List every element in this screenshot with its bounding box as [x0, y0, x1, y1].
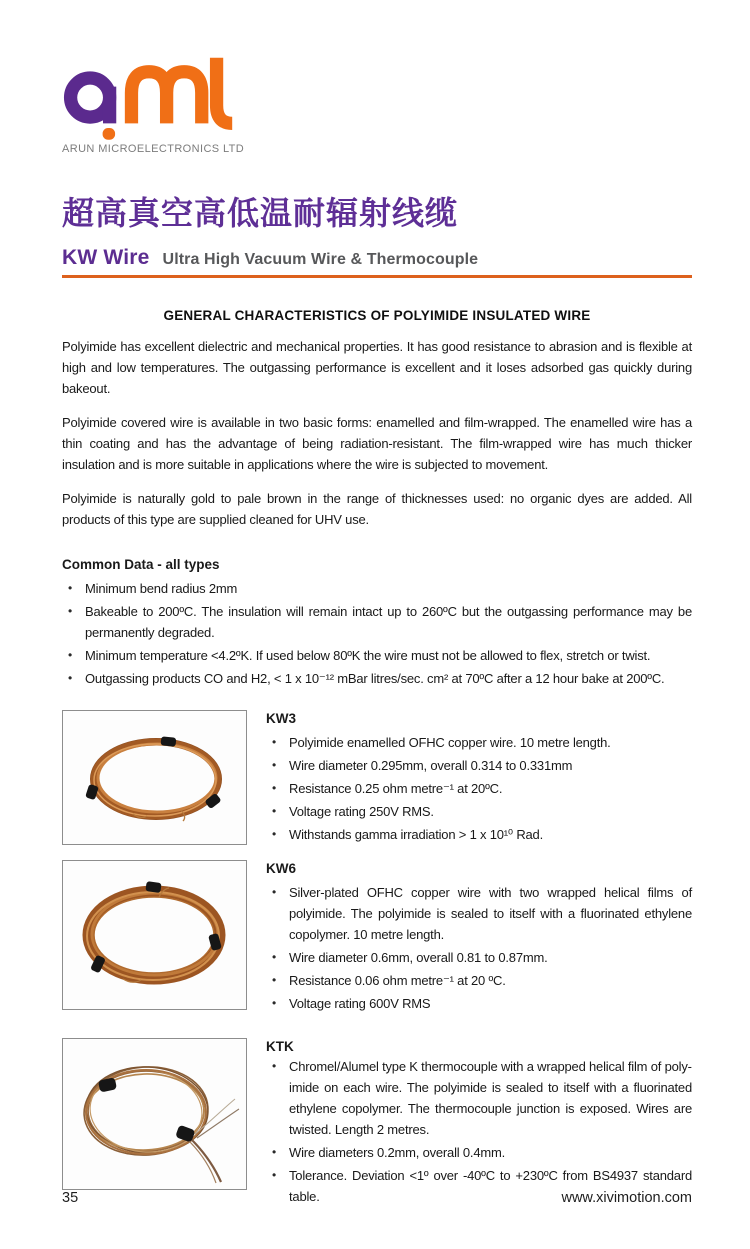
common-bullet-min-temperature: • Minimum temperature <4.2ºK. If used below 80ºK the wire must not be allowed to flex, stretch or twist.	[62, 645, 692, 666]
paragraph-dielectric: Polyimide has excellent dielectric and mechanical properties. It has good resistance to abrasion and is flexible at high and low temperatures. The outgassing performance is excellent and it loses adsorbed gas quickly during bakeout.	[62, 339, 692, 396]
wire-coil-image	[63, 711, 246, 844]
kw6-spec-list	[266, 882, 692, 1014]
kw6-product-name: KW6	[266, 861, 296, 876]
kw3-product-info	[266, 710, 692, 845]
kw6-product-info	[266, 860, 692, 1014]
paragraph-colour: Polyimide is naturally gold to pale brown in the range of thicknesses used: no organic dyes are added. All products of this type are supplied cleaned for UHV use.	[62, 491, 692, 527]
kw3-spec-list	[266, 732, 692, 845]
paragraph-forms: Polyimide covered wire is available in two basic forms: enamelled and film-wrapped. The enamelled wire has a thin coating and has the advantage of being radiation-resistant. The film-wrapped wire has much thicker insulation and is more suitable in applications where the wire is subjected to movement.	[62, 415, 692, 472]
page-title-chinese: 超高真空高低温耐辐射线缆	[62, 195, 459, 231]
ktk-spec-material: • Chromel/Alumel type K thermocouple with a wrapped helical film of polyimide on each wire. The polyimide is sealed to itself with a fluorinated ethylene copolymer. The thermocouple junction is exposed. Wires are twisted. Length 2 metres.	[266, 1056, 692, 1140]
company-name: ARUN MICROELECTRONICS LTD	[62, 143, 245, 155]
product-section-ktk	[62, 1038, 692, 1207]
kw3-product-photo	[62, 710, 247, 845]
kw3-spec-material: • Polyimide enamelled OFHC copper wire. 10 metre length.	[266, 732, 692, 753]
ktk-spec-tolerance: • Tolerance. Deviation <1º over -40ºC to +230ºC from BS4937 standard table.	[266, 1165, 692, 1207]
thermocouple-coil-image	[63, 1039, 246, 1189]
logo-dot	[103, 128, 115, 140]
page-footer	[62, 1190, 692, 1206]
kw3-product-name: KW3	[266, 711, 296, 726]
section-heading: GENERAL CHARACTERISTICS OF POLYIMIDE INSULATED WIRE	[163, 308, 591, 323]
product-section-kw3	[62, 710, 692, 845]
kw6-spec-resistance: • Resistance 0.06 ohm metre⁻¹ at 20 ºC.	[266, 970, 692, 991]
product-title-line	[62, 246, 692, 270]
aml-logo-icon	[62, 52, 240, 140]
website-url: www.xivimotion.com	[561, 1190, 692, 1206]
kw3-spec-resistance: • Resistance 0.25 ohm metre⁻¹ at 20ºC.	[266, 778, 692, 799]
ktk-product-info	[266, 1038, 692, 1207]
common-bullet-outgassing: • Outgassing products CO and H2, < 1 x 10⁻¹² mBar litres/sec. cm² at 70ºC after a 12 hour bake at 200ºC.	[62, 668, 692, 689]
page-number: 35	[62, 1190, 79, 1206]
kw3-spec-diameter: • Wire diameter 0.295mm, overall 0.314 to 0.331mm	[266, 755, 692, 776]
product-series-title: KW Wire	[62, 246, 150, 269]
ktk-product-name: KTK	[266, 1039, 294, 1054]
aml-logo	[62, 52, 252, 155]
kw3-spec-irradiation: • Withstands gamma irradiation > 1 x 10¹⁰ Rad.	[266, 824, 692, 845]
wire-coil-image	[63, 861, 246, 1009]
kw6-spec-material: • Silver-plated OFHC copper wire with two wrapped helical films of polyimide. The polyimide is sealed to itself with a fluorinated ethylene copolymer. 10 metre length.	[266, 882, 692, 945]
orange-divider	[62, 275, 692, 278]
kw3-spec-voltage: • Voltage rating 250V RMS.	[266, 801, 692, 822]
product-subtitle: Ultra High Vacuum Wire & Thermocouple	[162, 251, 479, 268]
ktk-spec-list	[266, 1056, 692, 1207]
common-data-heading: Common Data - all types	[62, 557, 220, 572]
common-bullet-bakeable: • Bakeable to 200ºC. The insulation will remain intact up to 260ºC but the outgassing performance may be permanently degraded.	[62, 601, 692, 643]
common-data-list	[62, 578, 692, 689]
kw6-spec-voltage: • Voltage rating 600V RMS	[266, 993, 692, 1014]
kw6-spec-diameter: • Wire diameter 0.6mm, overall 0.81 to 0.87mm.	[266, 947, 692, 968]
product-section-kw6	[62, 860, 692, 1014]
ktk-spec-diameter: • Wire diameters 0.2mm, overall 0.4mm.	[266, 1142, 692, 1163]
kw6-product-photo	[62, 860, 247, 1010]
common-bullet-bend-radius: • Minimum bend radius 2mm	[62, 578, 692, 599]
ktk-product-photo	[62, 1038, 247, 1190]
